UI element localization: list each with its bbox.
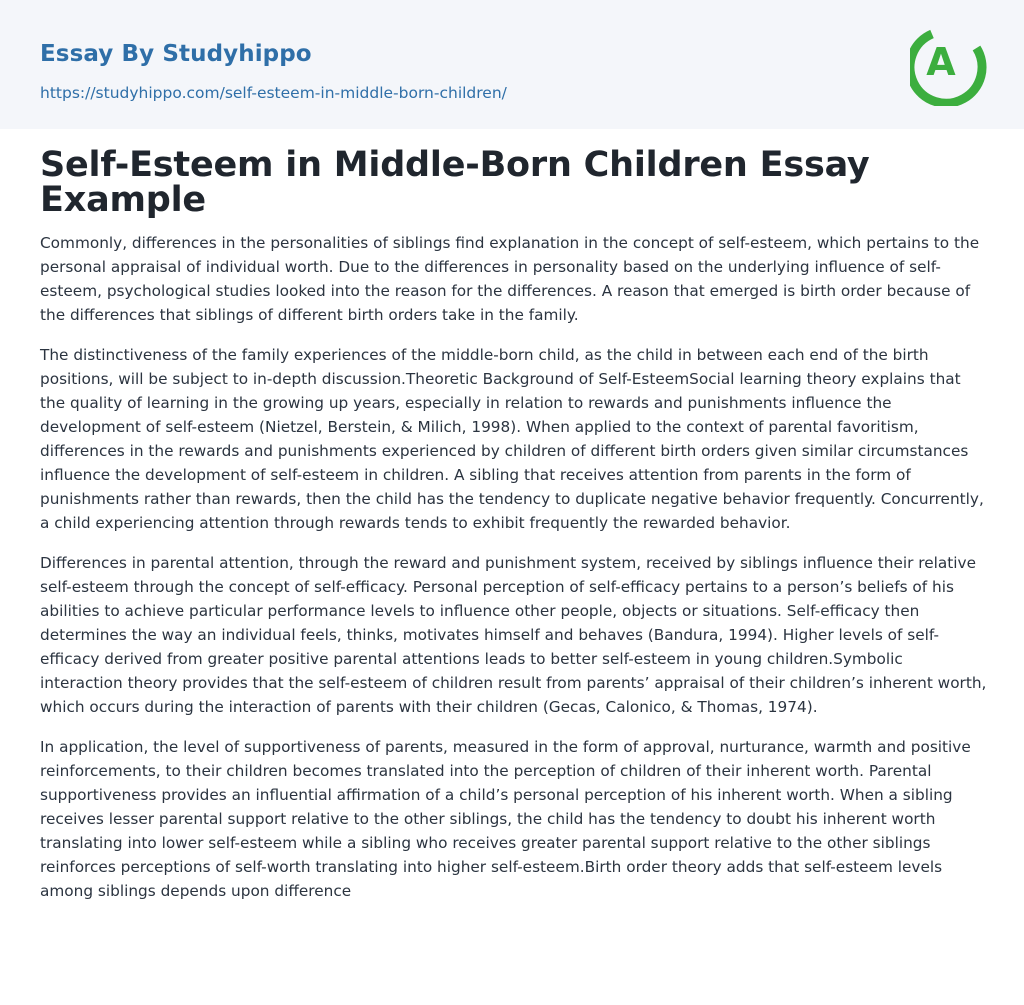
article-content [40, 145, 990, 903]
article-paragraph: Differences in parental attention, through the reward and punishment system, received by siblings influence their relative self-esteem through the concept of self-efficacy. Personal perception of self-efficacy pertains to a person’s beliefs of his abilities to achieve particular performance levels to influence other people, objects or situations. Self-efficacy then determines the way an individual feels, thinks, motivates himself and behaves (Bandura, 1994). Higher levels of self-efficacy derived from greater positive parental attentions leads to better self-esteem in young children.Symbolic interaction theory provides that the self-esteem of children result from parents’ appraisal of their children’s inherent worth, which occurs during the interaction of parents with their children (Gecas, Calonico, & Thomas, 1974). [40, 554, 987, 716]
article-paragraph: The distinctiveness of the family experiences of the middle-born child, as the child in between each end of the birth positions, will be subject to in-depth discussion.Theoretic Background of Self-EsteemSocial learning theory explains that the quality of learning in the growing up years, especially in relation to rewards and punishments influence the development of self-esteem (Nietzel, Berstein, & Milich, 1998). When applied to the context of parental favoritism, differences in the rewards and punishments experienced by children of different birth orders given similar circumstances influence the development of self-esteem in children. A sibling that receives attention from parents in the form of punishments rather than rewards, then the child has the tendency to duplicate negative behavior frequently. Concurrently, a child experiencing attention through rewards tends to exhibit frequently the rewarded behavior. [40, 346, 984, 532]
brand-title[interactable]: Essay By Studyhippo [40, 41, 312, 67]
site-header [0, 0, 1024, 129]
article-paragraph: In application, the level of supportiveness of parents, measured in the form of approval, nurturance, warmth and positive reinforcements, to their children becomes translated into the perception of children of their inherent worth. Parental supportiveness provides an influential affirmation of a child’s personal perception of his inherent worth. When a sibling receives lesser parental support relative to the other siblings, the child has the tendency to doubt his inherent worth translating into lower self-esteem while a sibling who receives greater parental support relative to the other siblings reinforces perceptions of self-worth translating into higher self-esteem.Birth order theory adds that self-esteem levels among siblings depends upon difference [40, 738, 971, 900]
article-paragraph: Commonly, differences in the personalities of siblings find explanation in the concept of self-esteem, which pertains to the personal appraisal of individual worth. Due to the differences in personality based on the underlying influence of self-esteem, psychological studies looked into the reason for the differences. A reason that emerged is birth order because of the differences that siblings of different birth orders take in the family. [40, 234, 980, 324]
logo-letter: A [926, 40, 956, 84]
source-url-link[interactable]: https://studyhippo.com/self-esteem-in-middle-born-children/ [40, 84, 507, 102]
article-title: Self-Esteem in Middle-Born Children Essay Example [40, 145, 870, 220]
studyhippo-logo-icon[interactable] [910, 18, 988, 106]
